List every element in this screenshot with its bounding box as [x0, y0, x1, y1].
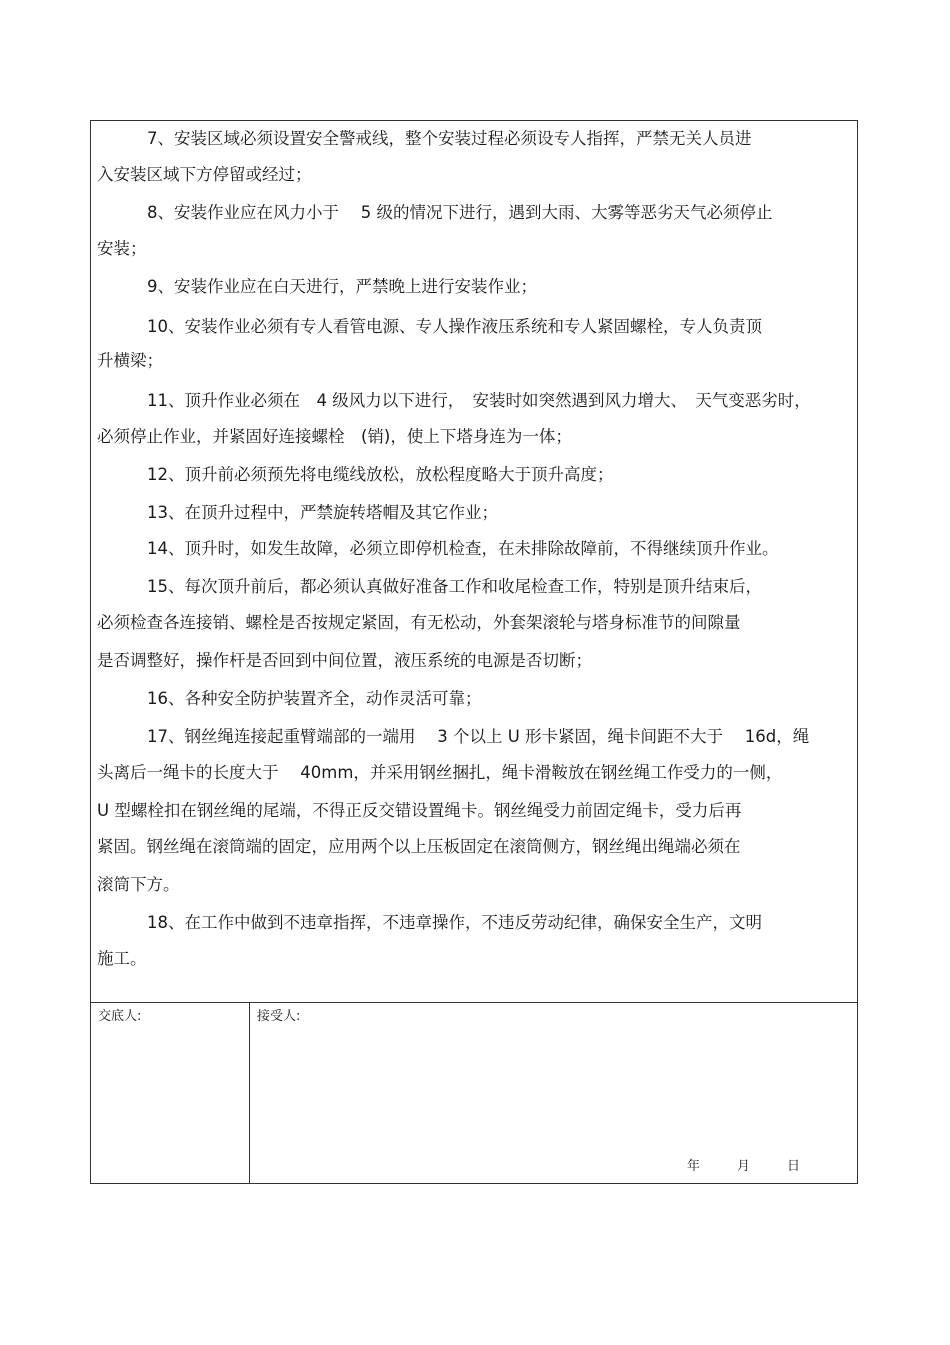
paragraph-line: 紧固。钢丝绳在滚筒端的固定，应用两个以上压板固定在滚筒侧方，钢丝绳出绳端必须在	[97, 837, 741, 856]
paragraph-line: 7、安装区域必须设置安全警戒线，整个安装过程必须设专人指挥，严禁无关人员进	[147, 129, 752, 148]
paragraph-line: 是否调整好，操作杆是否回到中间位置，液压系统的电源是否切断；	[97, 651, 592, 670]
receiver-signature-cell[interactable]	[250, 1003, 858, 1184]
paragraph-line: 入安装区域下方停留或经过；	[97, 165, 312, 184]
paragraph-line: 滚筒下方。	[97, 875, 180, 894]
paragraph-line: 施工。	[97, 949, 147, 968]
paragraph-line: 8、安装作业应在风力小于 5 级的情况下进行，遇到大雨、大雾等恶劣天气必须停止	[147, 203, 773, 222]
paragraph-line: 18、在工作中做到不违章指挥，不违章操作，不违反劳动纪律，确保安全生产，文明	[147, 913, 762, 932]
paragraph-line: 升横梁；	[97, 351, 163, 370]
paragraph-line: 10、安装作业必须有专人看管电源、专人操作液压系统和专人紧固螺栓，专人负责顶	[147, 317, 762, 336]
paragraph-line: 17、钢丝绳连接起重臂端部的一端用 3 个以上 U 形卡紧固，绳卡间距不大于 16d，绳	[147, 727, 810, 746]
handover-signature-cell[interactable]	[91, 1003, 250, 1184]
date-day-label: 日	[787, 1159, 801, 1174]
paragraph-line: U 型螺栓扣在钢丝绳的尾端，不得正反交错设置绳卡。钢丝绳受力前固定绳卡，受力后再	[97, 801, 742, 820]
paragraph-line: 12、顶升前必须预先将电缆线放松，放松程度略大于顶升高度；	[147, 465, 614, 484]
paragraph-line: 安装；	[97, 239, 147, 258]
document-table	[90, 120, 858, 1184]
paragraph-line: 11、顶升作业必须在 4 级风力以下进行， 安装时如突然遇到风力增大、 天气变恶劣时，	[147, 391, 811, 410]
date-month-label: 月	[737, 1159, 751, 1174]
paragraph-line: 16、各种安全防护装置齐全，动作灵活可靠；	[147, 689, 482, 708]
receiver-label: 接受人:	[257, 1009, 301, 1024]
paragraph-line: 13、在顶升过程中，严禁旋转塔帽及其它作业；	[147, 503, 498, 522]
date-year-label: 年	[687, 1159, 701, 1174]
handover-label: 交底人:	[98, 1009, 142, 1024]
paragraph-line: 9、安装作业应在白天进行，严禁晚上进行安装作业；	[147, 277, 537, 296]
paragraph-line: 15、每次顶升前后，都必须认真做好准备工作和收尾检查工作，特别是顶升结束后，	[147, 577, 762, 596]
paragraph-line: 必须检查各连接销、螺栓是否按规定紧固，有无松动，外套架滚轮与塔身标准节的间隙量	[97, 613, 741, 632]
content-cell	[91, 121, 857, 1003]
paragraph-line: 头离后一绳卡的长度大于 40mm，并采用钢丝捆扎，绳卡滑鞍放在钢丝绳工作受力的一侧，	[97, 763, 783, 782]
paragraph-line: 必须停止作业，并紧固好连接螺栓 (销)，使上下塔身连为一体；	[97, 427, 572, 446]
paragraph-line: 14、顶升时，如发生故障，必须立即停机检查，在未排除故障前，不得继续顶升作业。	[147, 539, 779, 558]
